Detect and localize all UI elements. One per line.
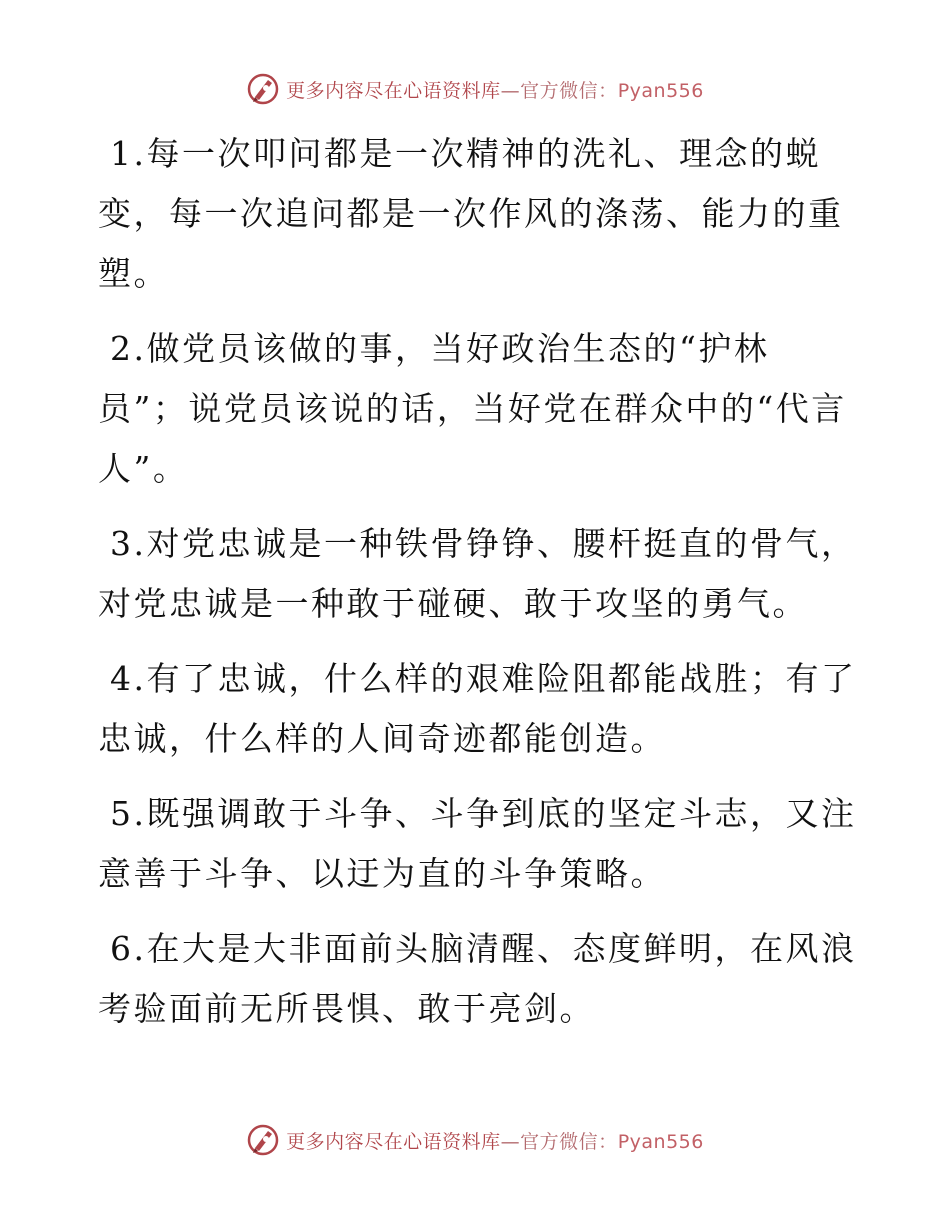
quote-item-4: 4.有了忠诚，什么样的艰难险阻都能战胜；有了忠诚，什么样的人间奇迹都能创造。 bbox=[98, 659, 857, 758]
pen-logo-icon bbox=[246, 72, 280, 106]
header-watermark bbox=[0, 72, 950, 106]
watermark-main: 更多内容尽在心语资料库 bbox=[286, 79, 501, 102]
watermark-main: 更多内容尽在心语资料库 bbox=[286, 1130, 501, 1153]
watermark-handle: Pyan556 bbox=[617, 1130, 704, 1153]
watermark-handle: Pyan556 bbox=[617, 79, 704, 102]
quote-list bbox=[98, 124, 858, 1054]
watermark-sub: —官方微信： bbox=[500, 1130, 618, 1153]
watermark-text bbox=[286, 76, 704, 103]
pen-logo-icon bbox=[246, 1123, 280, 1157]
quote-item-3: 3.对党忠诚是一种铁骨铮铮、腰杆挺直的骨气，对党忠诚是一种敢于碰硬、敢于攻坚的勇气。 bbox=[98, 524, 857, 623]
quote-item-1: 1.每一次叩问都是一次精神的洗礼、理念的蜕变，每一次追问都是一次作风的涤荡、能力的重塑。 bbox=[98, 134, 844, 293]
watermark-text bbox=[286, 1127, 704, 1154]
quote-item-6: 6.在大是大非面前头脑清醒、态度鲜明，在风浪考验面前无所畏惧、敢于亮剑。 bbox=[98, 929, 857, 1028]
quote-item-2: 2.做党员该做的事，当好政治生态的“护林员”；说党员该说的话，当好党在群众中的“代言人”。 bbox=[98, 329, 847, 488]
watermark-sub: —官方微信： bbox=[500, 79, 618, 102]
footer-watermark bbox=[0, 1123, 950, 1157]
quote-item-5: 5.既强调敢于斗争、斗争到底的坚定斗志，又注意善于斗争、以迂为直的斗争策略。 bbox=[98, 794, 857, 893]
